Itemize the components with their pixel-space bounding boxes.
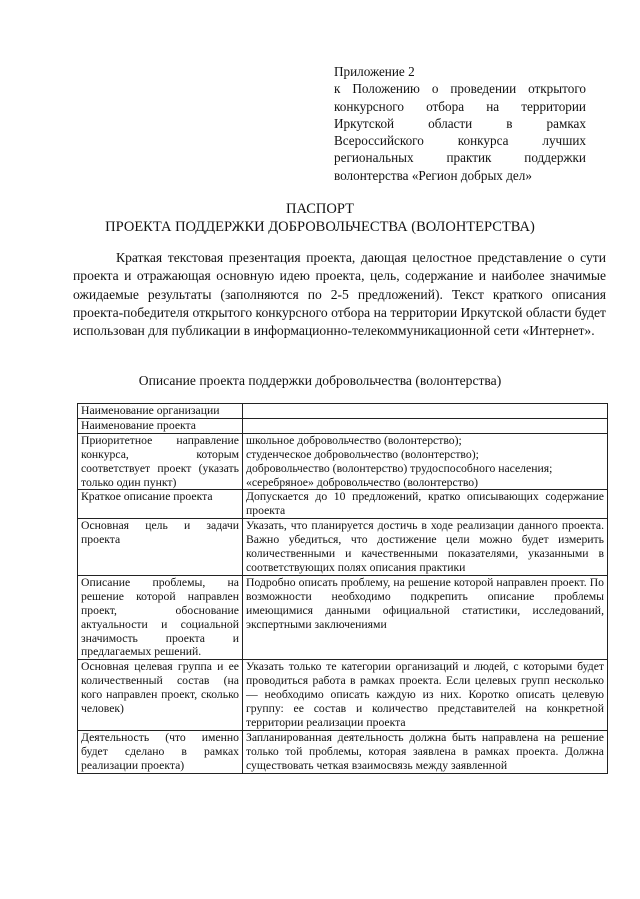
- row-label: Основная целевая группа и ее количественный состав (на кого направлен проект, сколько человек): [78, 660, 243, 731]
- table-row: [78, 404, 608, 419]
- direction-item: студенческое добровольчество (волонтерство);: [246, 447, 479, 461]
- appendix-line: региональных практик поддержки: [334, 150, 586, 166]
- table-row: [78, 660, 608, 731]
- row-value: Указать только те категории организаций и людей, с которыми будет проводиться работа в рамках проекта. Если целевых групп несколько — необходимо описать каждую из них. Коротко описать целевую группу: ее состав и количество представителей на конкретной территории реализации проекта: [243, 660, 608, 731]
- table-row: [78, 575, 608, 659]
- project-description-table: [77, 403, 608, 774]
- appendix-line: Всероссийского конкурса лучших: [334, 133, 586, 149]
- row-value: Запланированная деятельность должна быть направлена на решение только той проблемы, которая заявлена в рамках проекта. Должна существовать четкая взаимосвязь между заявленной: [243, 730, 608, 773]
- appendix-header: [334, 63, 586, 184]
- appendix-line: Иркутской области в рамках: [334, 115, 586, 131]
- table-row: [78, 519, 608, 576]
- table-row: [78, 490, 608, 519]
- row-value: [243, 418, 608, 433]
- row-label: Основная цель и задачи проекта: [78, 519, 243, 576]
- row-label: Приоритетное направление конкурса, которым соответствует проект (указать только один пункт): [78, 433, 243, 490]
- row-label: Описание проблемы, на решение которой направлен проект, обоснование актуальности и социальной значимость проекта и предлагаемых решений.: [78, 575, 243, 659]
- row-label: Краткое описание проекта: [78, 490, 243, 519]
- row-value: Подробно описать проблему, на решение которой направлен проект. По возможности необходимо подкрепить описание проблемы имеющимися данными официальной статистики, исследований, экспертными заключениями: [243, 575, 608, 659]
- table-row: [78, 433, 608, 490]
- row-label: Наименование организации: [78, 404, 243, 419]
- direction-item: добровольчество (волонтерство) трудоспособного населения;: [246, 461, 553, 475]
- table-row: [78, 730, 608, 773]
- row-label: Деятельность (что именно будет сделано в рамках реализации проекта): [78, 730, 243, 773]
- row-value-list: [243, 433, 608, 490]
- appendix-line: волонтерства «Регион добрых дел»: [334, 167, 532, 183]
- direction-item: «серебряное» добровольчество (волонтерство): [246, 475, 478, 489]
- direction-item: школьное добровольчество (волонтерство);: [246, 433, 462, 447]
- appendix-line: конкурсного отбора на территории: [334, 98, 586, 114]
- intro-text: [73, 249, 606, 340]
- row-value: Указать, что планируется достичь в ходе реализации данного проекта. Важно убедиться, что достижение цели можно будет измерить количественными и качественными показателями, указанными в соответствующих полях описания практики: [243, 519, 608, 576]
- passport-title-line1: ПАСПОРТ: [286, 201, 354, 217]
- intro-paragraph: Краткая текстовая презентация проекта, дающая целостное представление о сути проекта и отражающая основную идею проекта, цель, содержание и наиболее значимые ожидаемые результаты (заполняются по 2-5 предложений). Текст краткого описания проекта-победителя открытого конкурсного отбора на территории Иркутской области будет использован для публикации в информационно-телекоммуникационной сети «Интернет».: [73, 250, 606, 339]
- appendix-title: Приложение 2: [334, 64, 415, 79]
- appendix-line: к Положению о проведении открытого: [334, 81, 586, 97]
- row-value: [243, 404, 608, 419]
- passport-title: [0, 200, 640, 236]
- table-caption: Описание проекта поддержки добровольчества (волонтерства): [138, 373, 502, 388]
- table-row: [78, 418, 608, 433]
- passport-title-line2: ПРОЕКТА ПОДДЕРЖКИ ДОБРОВОЛЬЧЕСТВА (ВОЛОНТЕРСТВА): [105, 219, 535, 235]
- row-value: Допускается до 10 предложений, кратко описывающих содержание проекта: [243, 490, 608, 519]
- row-label: Наименование проекта: [78, 418, 243, 433]
